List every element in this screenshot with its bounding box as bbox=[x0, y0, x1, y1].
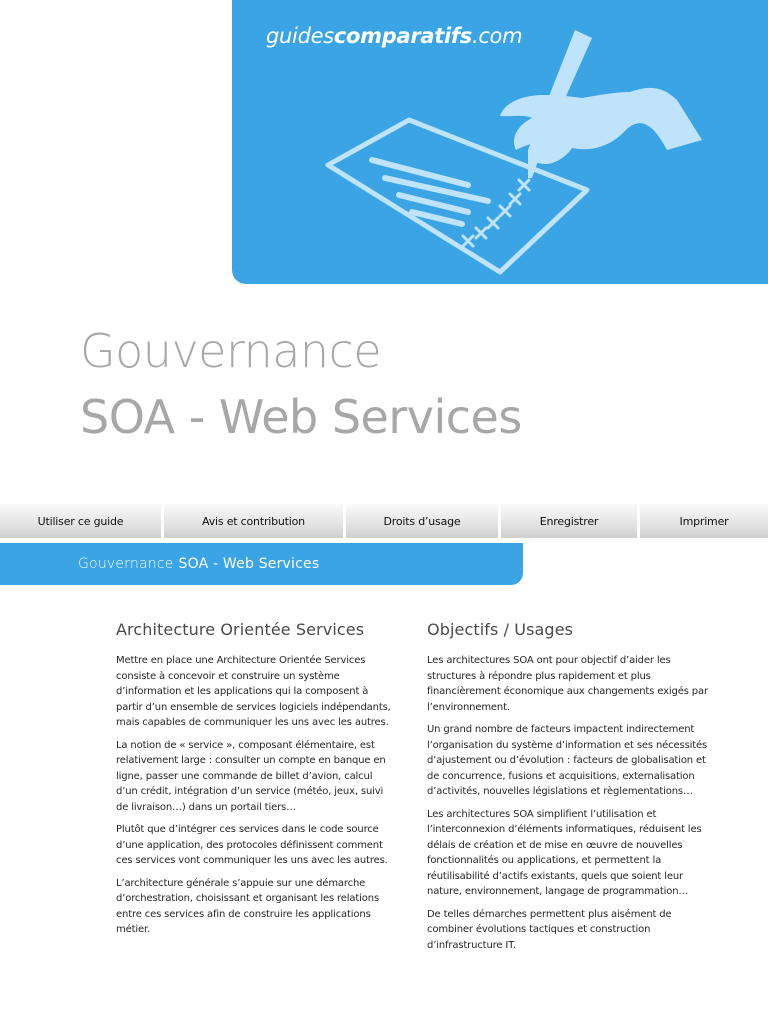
nav-feedback[interactable]: Avis et contribution bbox=[164, 504, 346, 538]
logo-prefix: guides bbox=[266, 24, 334, 48]
right-heading: Objectifs / Usages bbox=[427, 620, 574, 639]
logo-bold: comparatifs bbox=[333, 24, 472, 48]
header-banner bbox=[232, 0, 768, 284]
section-header-bold: SOA - Web Services bbox=[178, 556, 320, 572]
nav-print[interactable]: Imprimer bbox=[640, 504, 768, 538]
right-paragraph: Les architectures SOA simplifient l’utilisation et l’interconnexion d’éléments informatiques, réduisent les délais de création et de mise en œuvre de nouvelles fonctionnalités ou applications, et permettent la réutilisabilité d’actifs existants, quels que soient leur nature, environnement, langage de programmation… bbox=[427, 808, 702, 897]
right-paragraph: Un grand nombre de facteurs impactent indirectement l’organisation du système d’information et ses nécessités d’ajustement ou d’évolution : facteurs de globalisation et de concurrence, fusions et acquisitions, externalisation d’activités, nouvelles législations et règlementations… bbox=[427, 724, 708, 797]
left-heading: Architecture Orientée Services bbox=[116, 620, 365, 639]
left-paragraph: Mettre en place une Architecture Orientée Services consiste à concevoir et construire un système d’information et les applications qui la composent à partir d’un ensemble de services logiciels indépendants, mais capables de communiquer les uns avec les autres. bbox=[116, 655, 391, 728]
right-paragraph: Les architectures SOA ont pour objectif d’aider les structures à répondre plus rapidement et plus financièrement économique aux changements exigés par l’environnement. bbox=[427, 655, 708, 713]
left-paragraph: Plutôt que d’intégrer ces services dans le code source d’une application, des protocoles définissent comment ces services vont communiquer les uns avec les autres. bbox=[116, 824, 388, 866]
left-paragraph: L’architecture générale s’appuie sur une démarche d’orchestration, choisissant et organisant les relations entre ces services afin de construire les applications métier. bbox=[116, 877, 380, 935]
nav-save[interactable]: Enregistrer bbox=[501, 504, 640, 538]
section-header bbox=[0, 543, 523, 585]
nav-bar bbox=[0, 504, 768, 538]
title-line-2: SOA - Web Services bbox=[80, 390, 522, 444]
document-title bbox=[80, 324, 522, 444]
hand-writing-checklist-icon bbox=[232, 0, 768, 284]
left-column bbox=[116, 620, 391, 945]
right-column bbox=[427, 620, 712, 960]
title-line-1: Gouvernance bbox=[80, 324, 382, 378]
section-header-light: Gouvernance bbox=[78, 556, 174, 572]
nav-usage-rights[interactable]: Droits d’usage bbox=[346, 504, 501, 538]
logo-suffix: .com bbox=[471, 24, 523, 48]
left-paragraph: La notion de « service », composant élémentaire, est relativement large : consulter un compte en banque en ligne, passer une commande de billet d’avion, calcul d’un crédit, intégration d’un service (météo, jeux, suivi de livraison…) dans un portail tiers… bbox=[116, 739, 386, 813]
right-paragraph: De telles démarches permettent plus aisément de combiner évolutions tactiques et construction d’infrastructure IT. bbox=[427, 908, 672, 951]
nav-use-guide[interactable]: Utiliser ce guide bbox=[0, 504, 164, 538]
